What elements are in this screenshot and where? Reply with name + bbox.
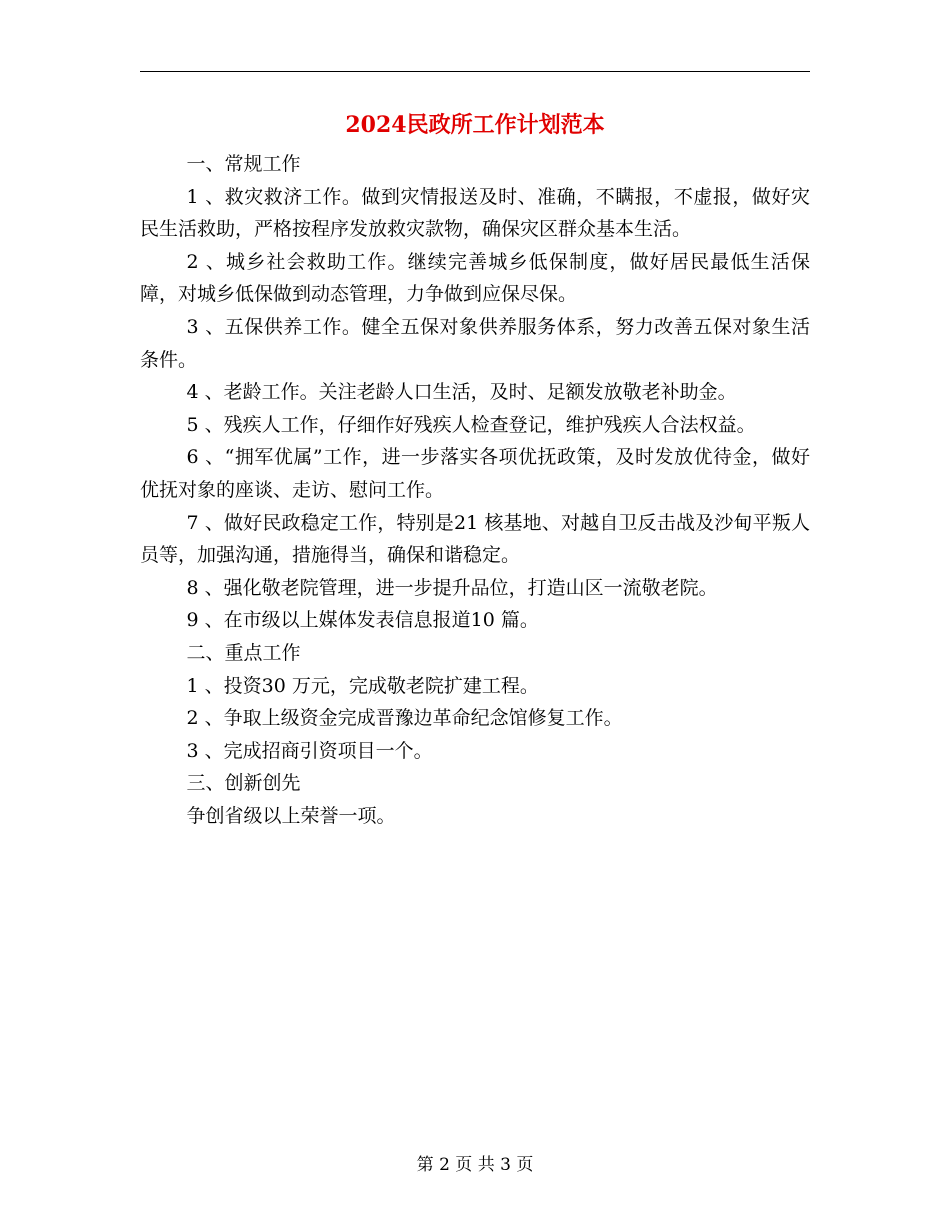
- paragraph: 8 、强化敬老院管理，进一步提升品位，打造山区一流敬老院。: [186, 576, 718, 599]
- paragraph: 4 、老龄工作。关注老龄人口生活，及时、足额发放敬老补助金。: [186, 381, 737, 404]
- document-body: [140, 148, 810, 832]
- paragraph: 6 、“拥军优属”工作，进一步落实各项优抚政策，及时发放优待金，做好优抚对象的座谈、走访、慰问工作。: [140, 446, 810, 501]
- paragraph: 2 、城乡社会救助工作。继续完善城乡低保制度，做好居民最低生活保障，对城乡低保做到动态管理，力争做到应保尽保。: [140, 250, 810, 306]
- paragraph: 3 、完成招商引资项目一个。: [186, 739, 433, 762]
- paragraph: 1 、投资30 万元，完成敬老院扩建工程。: [186, 674, 539, 697]
- paragraph: 一、常规工作: [186, 153, 301, 175]
- paragraph: 2 、争取上级资金完成晋豫边革命纪念馆修复工作。: [186, 707, 623, 730]
- document-title: 2024民政所工作计划范本: [345, 112, 605, 138]
- paragraph: 9 、在市级以上媒体发表信息报道10 篇。: [186, 609, 539, 632]
- paragraph: 三、创新创先: [186, 772, 301, 795]
- paragraph: 3 、五保供养工作。健全五保对象供养服务体系，努力改善五保对象生活条件。: [140, 315, 810, 371]
- paragraph: 1 、救灾救济工作。做到灾情报送及时、准确，不瞒报，不虚报，做好灾民生活救助，严格按程序发放救灾款物，确保灾区群众基本生活。: [140, 185, 810, 241]
- header-rule: [140, 71, 810, 72]
- paragraph: 二、重点工作: [186, 641, 301, 664]
- paragraph: 7 、做好民政稳定工作，特别是21 核基地、对越自卫反击战及沙甸平叛人员等，加强沟通，措施得当，确保和谐稳定。: [140, 511, 810, 567]
- paragraph: 5 、残疾人工作，仔细作好残疾人检查登记，维护残疾人合法权益。: [186, 413, 756, 436]
- page-footer: 第 2 页 共 3 页: [416, 1155, 534, 1175]
- paragraph: 争创省级以上荣誉一项。: [186, 804, 396, 827]
